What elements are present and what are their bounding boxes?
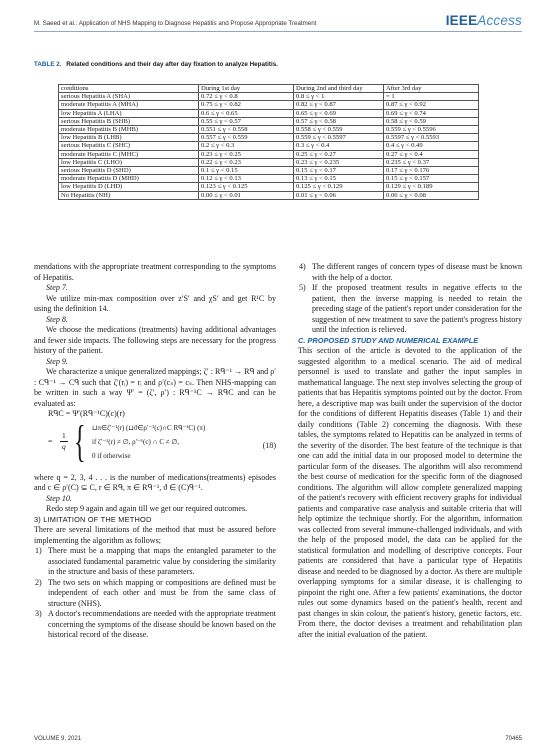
paragraph: We choose the medications (treatments) having additional advantages and fewer side impacts. The following steps are necessary for the progress history of the patient. — [34, 325, 276, 355]
table-cell: 0.65 ≤ γ < 0.69 — [294, 109, 384, 117]
table-cell: serious Hepatitis A (SHA) — [59, 93, 199, 101]
table-cell: 0.17 ≤ γ < 0.176 — [384, 167, 479, 175]
table-header-cell: After 3rd day — [384, 85, 479, 93]
list-item — [34, 578, 276, 610]
table-cell: 0.559 ≤ γ < 0.5596 — [384, 126, 479, 134]
table-cell: 0.57 ≤ γ < 0.58 — [294, 117, 384, 125]
table-cell: 0.87 ≤ γ < 0.92 — [384, 101, 479, 109]
table-cell: 0.235 ≤ γ < 0.37 — [384, 158, 479, 166]
table-cell: low Hepatitis C (LHO) — [59, 158, 199, 166]
equation-18 — [34, 416, 276, 471]
table-cell: 0.558 ≤ γ < 0.559 — [294, 126, 384, 134]
step-heading: Step 8. — [46, 314, 68, 324]
header-rule — [34, 31, 522, 32]
table-cell: moderate Hepatitis B (MHB) — [59, 126, 199, 134]
table-cell: 0.23 ≤ γ < 0.25 — [199, 150, 294, 158]
page-number: 70465 — [505, 736, 522, 742]
table-row — [59, 117, 479, 125]
table-cell: low Hepatitis B (LHB) — [59, 134, 199, 142]
list-item — [298, 283, 522, 336]
table-cell: 0.55 ≤ γ < 0.57 — [199, 117, 294, 125]
table-cell: 0.4 ≤ γ < 0.49 — [384, 142, 479, 150]
table-cell: moderate Hepatitis D (MHD) — [59, 175, 199, 183]
table-cell: = 1 — [384, 93, 479, 101]
table-cell: 0.58 ≤ γ < 0.59 — [384, 117, 479, 125]
table-cell: low Hepatitis D (LHD) — [59, 183, 199, 191]
footer-volume: VOLUME 9, 2021 — [34, 736, 82, 742]
table-cell: 0.13 ≤ γ < 0.15 — [294, 175, 384, 183]
table-cell: 0.15 ≤ γ < 0.157 — [384, 175, 479, 183]
left-column — [34, 262, 276, 641]
table-caption-text: Related conditions and their day after day fixation to analyze Hepatitis. — [66, 61, 278, 68]
table-cell: 0.25 ≤ γ < 0.27 — [294, 150, 384, 158]
step-heading: Step 10. — [46, 493, 72, 503]
step-heading: Step 9. — [46, 356, 68, 366]
list-item-text: There must be a mapping that maps the entangled parameter to the associated fundamental parametric value by considering the similarity in the structure and basis of these parameters. — [48, 546, 276, 576]
table-row — [59, 134, 479, 142]
table-row — [59, 93, 479, 101]
table-row — [59, 167, 479, 175]
list-item — [34, 546, 276, 578]
table-cell: 0.12 ≤ γ < 0.13 — [199, 175, 294, 183]
paragraph: We utilize min-max composition over z′S′ and χS′ and get R¹C by using the definition 14. — [34, 293, 276, 313]
table-row — [59, 126, 479, 134]
section-heading: C. PROPOSED STUDY AND NUMERICAL EXAMPLE — [298, 335, 479, 345]
equation-case-1: ⊔π∈ζ′⁻¹(r) (⊔ϑ∈ρ′⁻¹(c)∩C Rᑫ⁻¹C) (π) — [92, 423, 206, 432]
table-row — [59, 175, 479, 183]
table-row — [59, 142, 479, 150]
list-item-number: 5) — [299, 283, 306, 292]
list-item-number: 1) — [35, 546, 42, 555]
list-item — [34, 609, 276, 641]
table-row — [59, 191, 479, 199]
limitations-list-continued — [298, 262, 522, 336]
list-item-text: The different ranges of concern types of disease must be known with the help of a doctor. — [312, 262, 522, 282]
table-cell: 0.72 ≤ γ < 0.8 — [199, 93, 294, 101]
table-cell: moderate Hepatitis A (MHA) — [59, 101, 199, 109]
table-cell: 0.557 ≤ γ < 0.559 — [199, 134, 294, 142]
table-cell: 0.15 ≤ γ < 0.17 — [294, 167, 384, 175]
table-caption — [34, 61, 278, 68]
list-item-text: A doctor's recommendations are needed with the appropriate treatment concerning the symptoms of the disease should be known based on the historical record of the disease. — [48, 609, 276, 639]
table-cell: 0.27 ≤ γ < 0.4 — [384, 150, 479, 158]
equation-case-2: 0 if otherwise — [92, 451, 131, 460]
table-cell: 0.22 ≤ γ < 0.23 — [199, 158, 294, 166]
table-cell: serious Hepatitis B (SHB) — [59, 117, 199, 125]
table-row — [59, 158, 479, 166]
table-cell: serious Hepatitis C (SHC) — [59, 142, 199, 150]
right-column — [298, 262, 522, 640]
paragraph: We characterize a unique generalized mappings; ζ′ : Rᑫ⁻¹ → Rᑫ and ρ′ : Cᑫ⁻¹ → Cᑫ such that ζ′(rᵢ) = rᵢ and ρ′(cₛ) = cₛ. Then NHS-mapping can be written in such a way Ψ′ = (ζ′, ρ′) : Rᑫ⁻¹C → RᑫC and can be evaluated as: — [34, 367, 276, 408]
table-cell: 0.559 ≤ γ < 0.5597 — [294, 134, 384, 142]
journal-logo — [446, 13, 522, 28]
table-cell: 0.129 ≤ γ < 0.189 — [384, 183, 479, 191]
list-item-number: 2) — [35, 577, 42, 587]
table-cell: No Hepatitis (NH) — [59, 191, 199, 199]
table-cell: 0.82 ≤ γ < 0.87 — [294, 101, 384, 109]
paragraph: This section of the article is devoted to the application of the suggested algorithm to a medical scenario. The aid of medical personnel is used to translate and gather the input samples in mathematical language. The next step involves selecting the group of patients that has Hepatitis symptoms pointed out by the doctor. From here, a descriptive map was built under the supervision of the doctor for the conditions of different Hepatitis diseases (Table 1) and their daily conditions (Table 2) concerning the diagnosis. With these tables, the symptoms related to Hepatitis can be analyzed in terms of the severity of the disorder. The best feature of the technique is that one can add the initial data in our proposed model to determine the particular form of the diseases. The algorithm will also recommend the best course of medication for the specific form of the diagnosed conditions. The algorithm will allow complete generalized mapping of the patient's recovery with efficient recovery graphs for individual patients and comparative case analysis and suitable criteria that will help optimize the technique shortly. For the algorithm, information was collected from several immune-challenged individuals, and with the help of the proposed model, the data can be applied for the statistical formulation and modelling of descriptive concepts. Four patients are considered that have a particular type of Hepatitis disease and needed to be diagnosed by a doctor. As there are multiple overlapping symptoms for a similar disease, it is challenging to pinpoint the right one. After a few patients' examinations, the doctor rules out some dynamics based on the patient's health, recent and past changes in skin colour, the patient's history, genetic factors, etc. From there, the doctor devises a treatment and rehabilitation plan after the initial evaluation of the patient. — [298, 346, 522, 639]
paragraph: where q = 2, 3, 4 . . . is the number of medications(treatments) episodes and c ∈ ρ′(C) ⊆ C, r ∈ Rᑫ, π ∈ Rᑫ⁻¹, ϑ ∈ (C)ᑫ⁻¹. — [34, 472, 276, 492]
table-tag: TABLE 2. — [34, 61, 62, 68]
equation-frac-num: 1 — [62, 430, 66, 440]
table-cell: 0.69 ≤ γ < 0.74 — [384, 109, 479, 117]
paragraph: There are several limitations of the method that must be assured before implementing the algorithm as follows; — [34, 525, 276, 545]
table-row — [59, 183, 479, 191]
running-head: M. Saeed et al.: Application of NHS Mapping to Diagnose Hepatitis and Propose Appropriate Treatment — [34, 20, 317, 27]
table-row — [59, 150, 479, 158]
journal-logo-bold: IEEE — [445, 13, 478, 28]
table-header-cell: During 1st day — [199, 85, 294, 93]
equation-equals: = — [48, 436, 53, 446]
paragraph: Redo step 9 again and again till we get our required outcomes. — [46, 504, 248, 513]
list-item-number: 4) — [299, 262, 306, 271]
equation-number: (18) — [262, 440, 276, 450]
step-heading: Step 7. — [46, 283, 68, 292]
table-cell: 0.123 ≤ γ < 0.125 — [199, 183, 294, 191]
table-cell: 0.75 ≤ γ < 0.82 — [199, 101, 294, 109]
equation-brace: { — [74, 416, 86, 466]
table-row — [59, 101, 479, 109]
table-cell: 0.8 ≤ γ < 1 — [294, 93, 384, 101]
list-item-number: 3) — [35, 609, 42, 618]
table-cell: serious Hepatitis D (SHD) — [59, 167, 199, 175]
equation-lhs: RᑫC = Ψ′(Rᑫ⁻¹C)(c)(r) — [48, 409, 125, 418]
table-cell: 0.125 ≤ γ < 0.129 — [294, 183, 384, 191]
table-cell: low Hepatitis A (LHA) — [59, 109, 199, 117]
table-header-cell: During 2nd and third day — [294, 85, 384, 93]
table-header-row — [59, 85, 479, 93]
table-cell: 0.551 ≤ γ < 0.558 — [199, 126, 294, 134]
table-row — [59, 109, 479, 117]
list-item-text: The two sets on which mapping or compositions are defined must be independent of each other and must be from the same class of structure (NHS). — [48, 577, 276, 608]
section-heading: 3) LIMITATION OF THE METHOD — [34, 514, 152, 524]
list-item-text: If the proposed treatment results in negative effects to the patient, then the inverse mapping is needed to retain the preceding stage of the patient's report under consideration for the suggestion of new treatment to save the patient's progress history until the infection is relieved. — [312, 283, 522, 334]
table-cell: 0.6 ≤ γ < 0.65 — [199, 109, 294, 117]
table-body — [59, 93, 479, 200]
table-cell: 0.06 ≤ γ < 0.08 — [384, 191, 479, 199]
table-cell: moderate Hepatitis C (MHC) — [59, 150, 199, 158]
paragraph: mendations with the appropriate treatment corresponding to the symptoms of Hepatitis. — [34, 262, 276, 282]
conditions-table — [58, 84, 479, 200]
table-cell: 0.1 ≤ γ < 0.15 — [199, 167, 294, 175]
limitations-list — [34, 546, 276, 641]
table-cell: 0.01 ≤ γ < 0.06 — [294, 191, 384, 199]
table-cell: 0.00 ≤ γ < 0.01 — [199, 191, 294, 199]
journal-logo-italic: Access — [477, 13, 522, 28]
equation-case-1-cond: if ζ′⁻¹(r) ≠ ∅, ρ′⁻¹(c) ∩ C ≠ ∅, — [92, 437, 180, 446]
table-header-cell: conditions — [59, 85, 199, 93]
table-cell: 0.23 ≤ γ < 0.235 — [294, 158, 384, 166]
table-cell: 0.5597 ≤ γ < 0.5593 — [384, 134, 479, 142]
list-item — [298, 262, 522, 283]
table-cell: 0.3 ≤ γ < 0.4 — [294, 142, 384, 150]
equation-frac-den: q — [62, 441, 66, 451]
table-cell: 0.2 ≤ γ < 0.3 — [199, 142, 294, 150]
